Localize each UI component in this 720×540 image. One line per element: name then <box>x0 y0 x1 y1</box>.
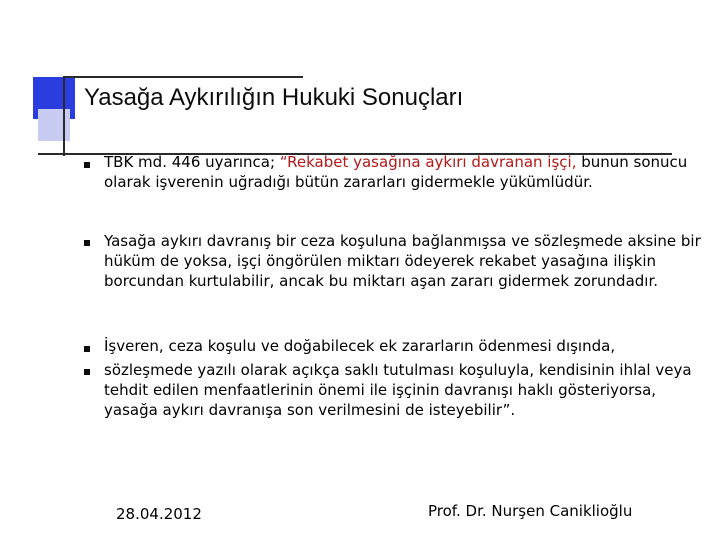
bullet-text-3: İşveren, ceza koşulu ve doğabilecek ek zararların ödenmesi dışında, <box>104 337 616 355</box>
bullet-marker <box>84 162 90 168</box>
slide-title: Yasağa Aykırılığın Hukuki Sonuçları <box>84 84 464 111</box>
bullet-1-lead: TBK md. 446 uyarınca; <box>104 153 280 171</box>
bullet-text-1 <box>104 152 714 192</box>
bullet-marker <box>84 346 90 352</box>
bullet-marker <box>84 240 90 246</box>
bullet-text-4: sözleşmede yazılı olarak açıkça saklı tutulması koşuluyla, kendisinin ihlal veya tehdit edilen menfaatlerinin önemi ile işçinin davranışı haklı gösteriyorsa, yasağa aykırı davranışa son verilmesini de isteyebilir”. <box>104 361 692 419</box>
footer-date: 28.04.2012 <box>116 505 202 523</box>
bullet-marker <box>84 369 90 375</box>
bullet-text-2: Yasağa aykırı davranış bir ceza koşuluna bağlanmışsa ve sözleşmede aksine bir hüküm de yoksa, işçi öngörülen miktarı ödeyerek rekabet yasağına ilişkin borcundan kurtulabilir, ancak bu miktarı aşan zararı gidermek zorundadır. <box>104 232 701 290</box>
bullet-1-rest: bunun sonucu olarak işverenin uğradığı bütün zararları gidermekle yükümlüdür. <box>104 153 688 191</box>
decor-top-rule <box>63 76 303 78</box>
decor-lavender-square <box>38 109 70 141</box>
bullet-1-quote: “Rekabet yasağına aykırı davranan işçi, <box>279 153 577 171</box>
decor-vertical-rule <box>63 76 65 156</box>
footer-author: Prof. Dr. Nurşen Caniklioğlu <box>428 502 633 520</box>
